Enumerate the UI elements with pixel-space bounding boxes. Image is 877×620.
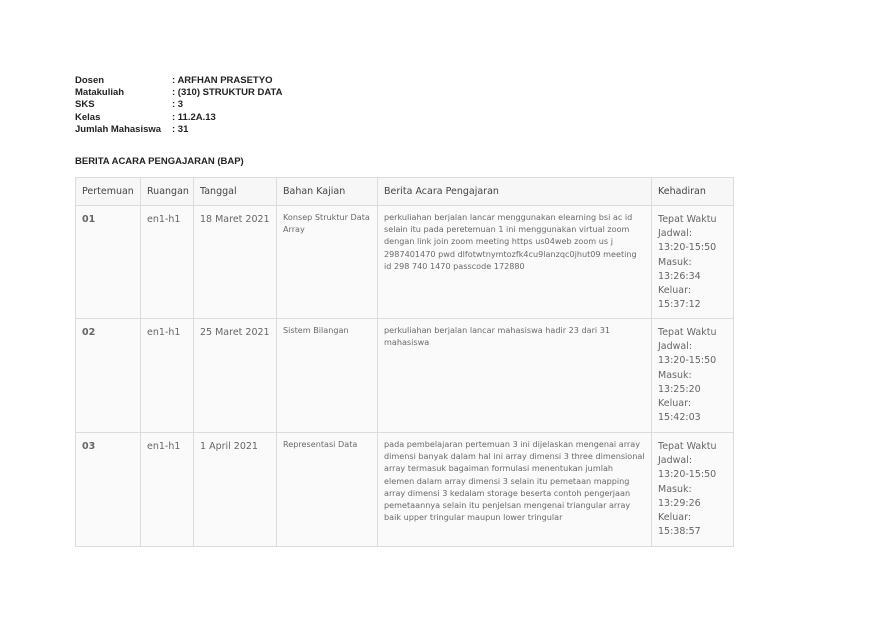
cell-kehadiran [652,319,734,433]
kehadiran-status: Tepat Waktu [658,214,717,225]
kehadiran-keluar-label: Keluar: [658,398,692,410]
info-value: : 11.2A.13 [172,111,216,123]
info-value: : (310) STRUKTUR DATA [172,87,283,99]
info-row-sks [75,99,282,111]
kehadiran-jadwal-label: Jadwal: [658,455,693,467]
cell-tanggal: 25 Maret 2021 [194,319,277,433]
cell-berita-acara: pada pembelajaran pertemuan 3 ini dijelaskan mengenai array dimensi banyak dalam hal ini array dimensi 3 three dimensional array termasuk bagaiman formulasi menentukan jumlah elemen dalam array dimensi 3 selain itu pemetaan mapping array dimensi 3 kedalam storage beserta contoh pengerjaan pemetaannya selain itu penjelsan mengenai triangular array baik upper tringular maupun lower tringular [378,433,652,547]
kehadiran-keluar-value: 15:38:57 [658,526,701,538]
kehadiran-keluar-value: 15:42:03 [658,412,701,424]
cell-pertemuan: 02 [76,319,141,433]
kehadiran-status: Tepat Waktu [658,327,717,338]
info-label: SKS [75,99,95,111]
cell-berita-acara: perkuliahan berjalan lancar mahasiswa hadir 23 dari 31 mahasiswa [378,319,652,433]
info-row-dosen [75,75,282,87]
header-pertemuan: Pertemuan [76,178,141,206]
info-label: Kelas [75,111,101,123]
cell-ruangan: en1-h1 [141,433,194,547]
kehadiran-masuk-label: Masuk: [658,369,692,381]
cell-bahan-kajian: Konsep Struktur Data Array [277,206,378,319]
table-row [76,433,734,547]
info-value: : ARFHAN PRASETYO [172,75,273,86]
table-header-row [76,178,734,206]
cell-bahan-kajian: Representasi Data [277,433,378,547]
cell-bahan-kajian: Sistem Bilangan [277,319,378,433]
bap-table [75,177,734,547]
header-kehadiran: Kehadiran [652,178,734,206]
info-value: : 31 [172,123,189,135]
cell-kehadiran [652,206,734,319]
kehadiran-masuk-value: 13:26:34 [658,270,701,282]
info-value: : 3 [172,99,184,111]
kehadiran-masuk-label: Masuk: [658,256,692,268]
info-row-kelas [75,112,282,124]
kehadiran-status: Tepat Waktu [658,441,717,452]
kehadiran-masuk-value: 13:29:26 [658,497,701,509]
cell-berita-acara: perkuliahan berjalan lancar menggunakan elearning bsi ac id selain itu pada peretemuan 1 ini menggunakan virtual zoom dengan link join zoom meeting https us04web zoom us j 2987401470 pwd dlfotwtnymtozfk4cu9lanzqc0jhut09 meeting id 298 740 1470 passcode 172880 [378,206,652,319]
header-tanggal: Tanggal [194,178,277,206]
cell-tanggal: 18 Maret 2021 [194,206,277,319]
cell-pertemuan: 03 [76,433,141,547]
header-ruangan: Ruangan [141,178,194,206]
table-row [76,206,734,319]
table-row [76,319,734,433]
info-label: Jumlah Mahasiswa [75,123,162,135]
cell-tanggal: 1 April 2021 [194,433,277,547]
cell-kehadiran [652,433,734,547]
info-label: Dosen [75,75,105,86]
kehadiran-jadwal-label: Jadwal: [658,228,693,240]
kehadiran-masuk-label: Masuk: [658,483,692,495]
kehadiran-jadwal-value: 13:20-15:50 [658,242,717,254]
kehadiran-jadwal-value: 13:20-15:50 [658,355,717,367]
kehadiran-jadwal-label: Jadwal: [658,341,693,353]
header-berita-acara: Berita Acara Pengajaran [378,178,652,206]
cell-ruangan: en1-h1 [141,319,194,433]
info-row-jumlah-mahasiswa [75,124,282,136]
course-info [75,75,282,136]
cell-pertemuan: 01 [76,206,141,319]
info-label: Matakuliah [75,87,125,99]
kehadiran-keluar-value: 15:37:12 [658,299,701,311]
kehadiran-masuk-value: 13:25:20 [658,383,701,395]
kehadiran-keluar-label: Keluar: [658,285,692,297]
cell-ruangan: en1-h1 [141,206,194,319]
kehadiran-keluar-label: Keluar: [658,512,692,524]
info-row-matakuliah [75,87,282,99]
header-bahan-kajian: Bahan Kajian [277,178,378,206]
kehadiran-jadwal-value: 13:20-15:50 [658,469,717,481]
section-title: BERITA ACARA PENGAJARAN (BAP) [75,156,244,167]
